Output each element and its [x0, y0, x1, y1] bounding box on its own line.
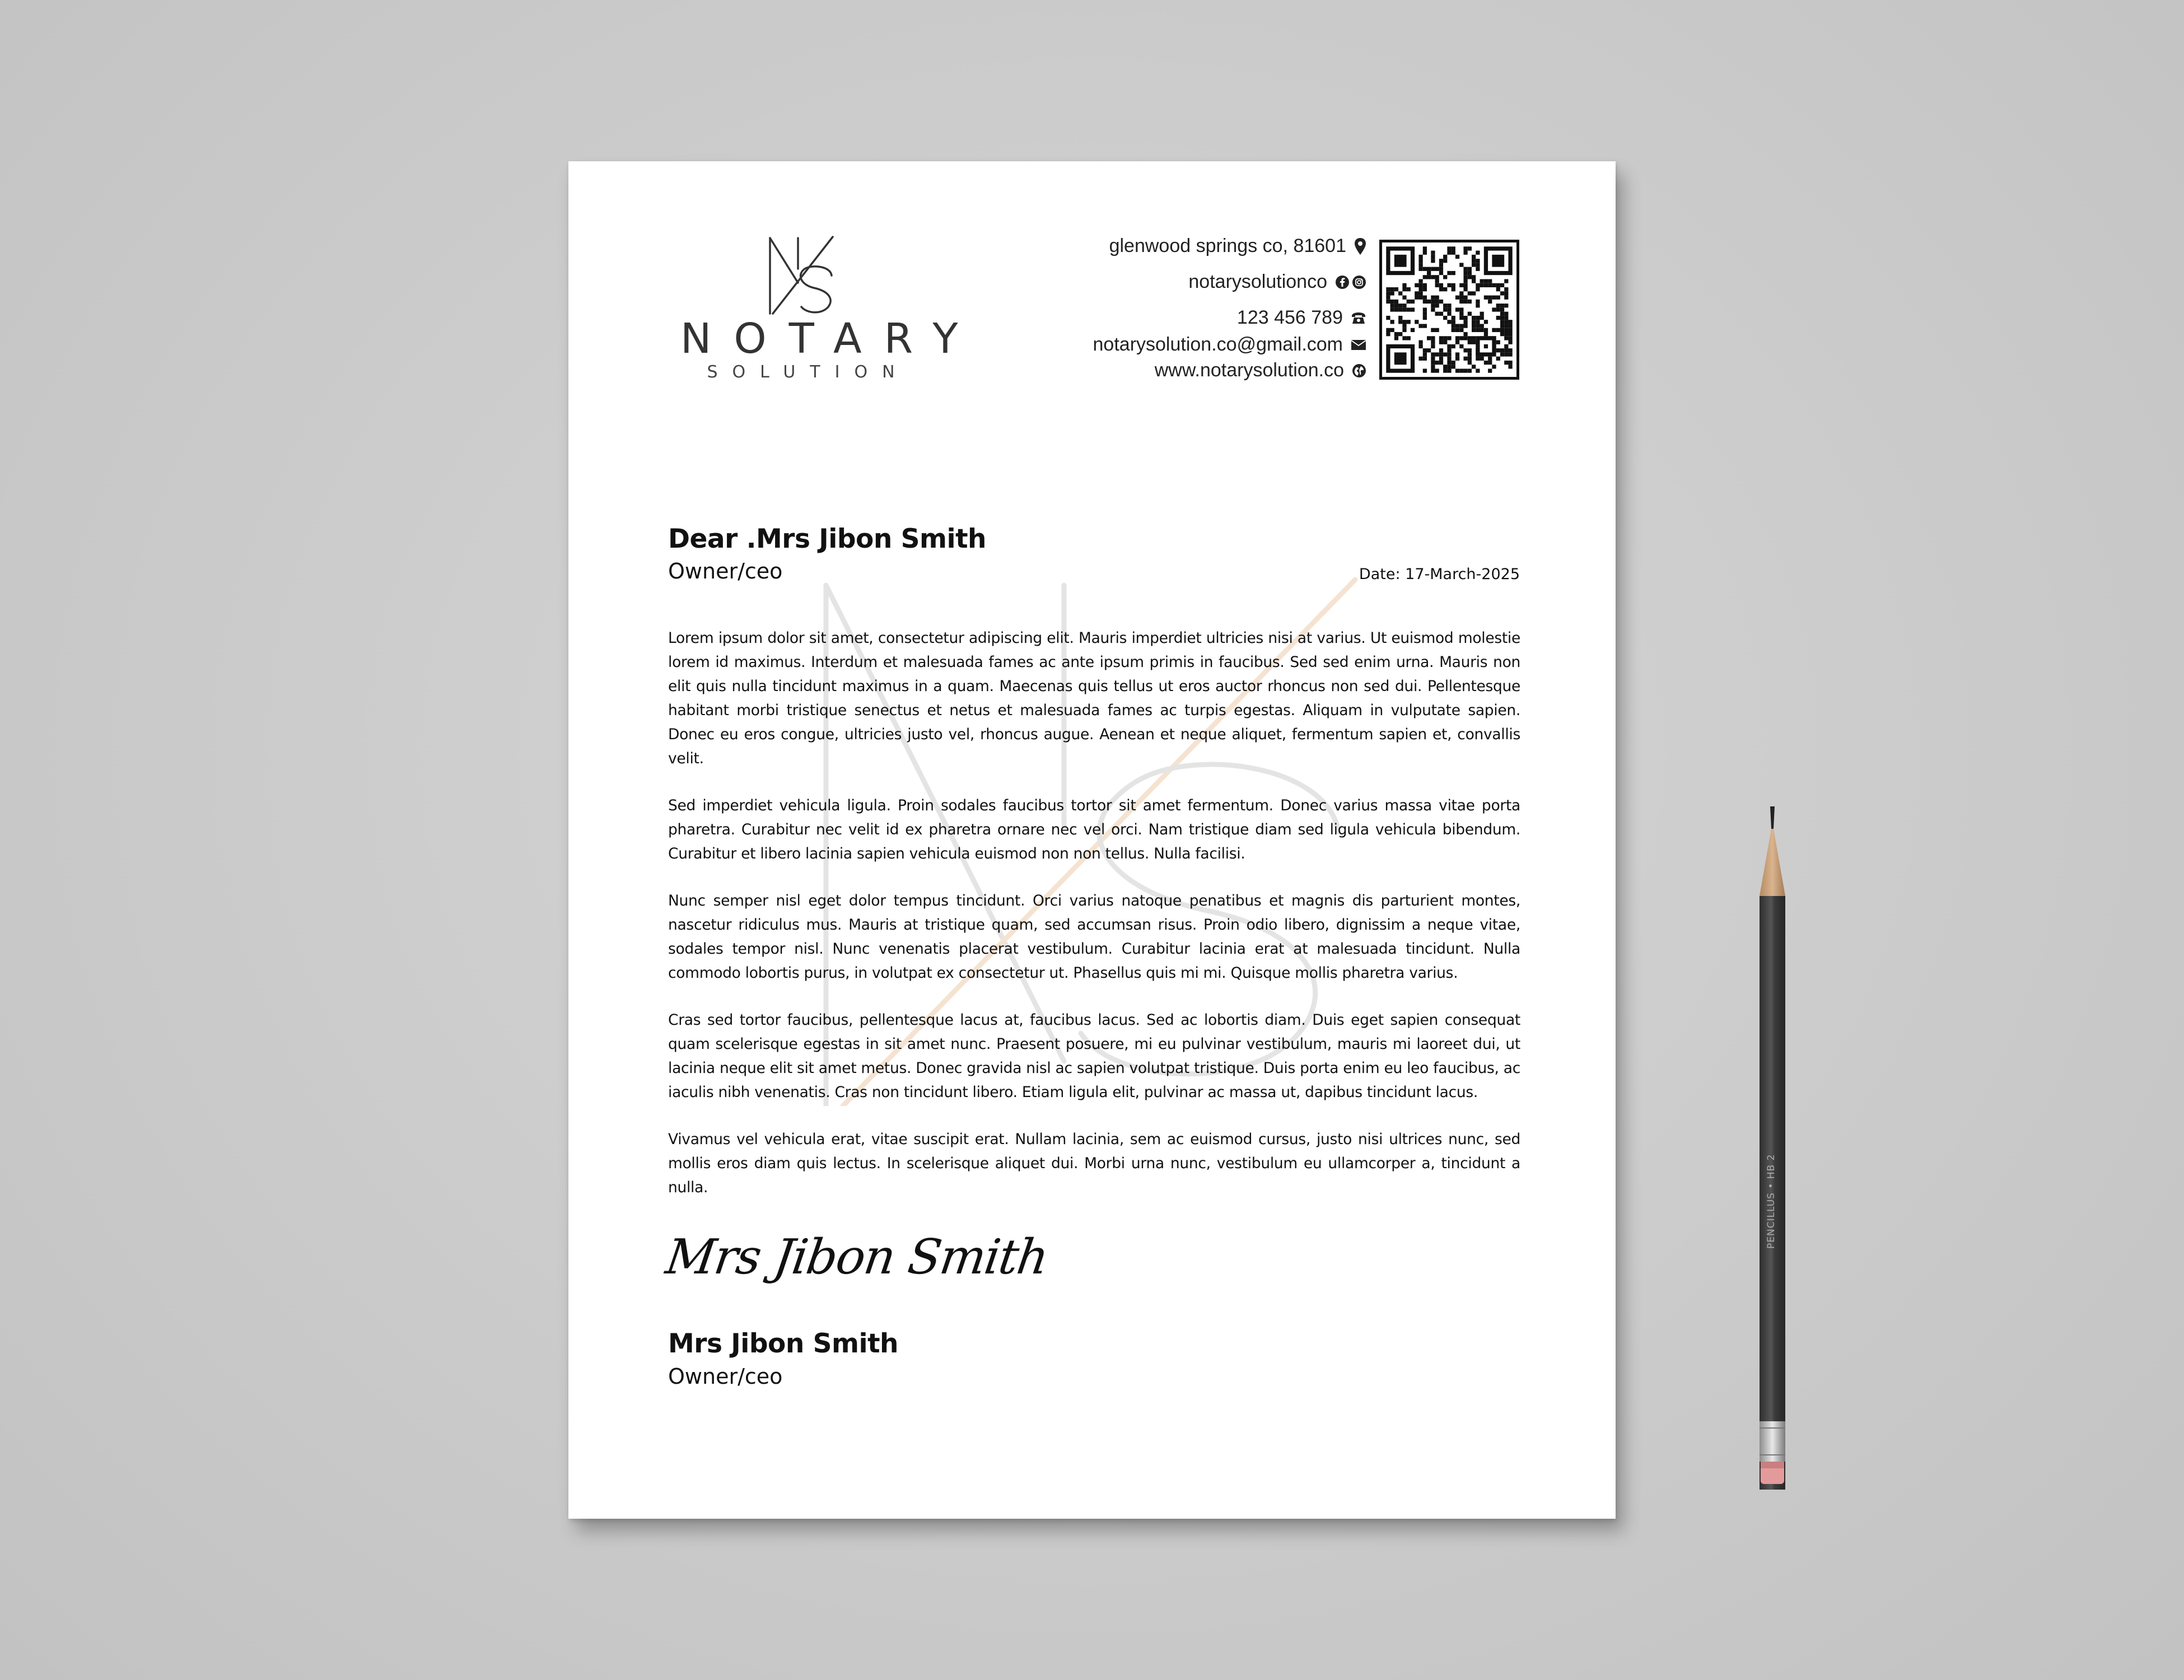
handwritten-signature: Mrs Jibon Smith: [662, 1229, 1052, 1285]
contact-email: [1093, 334, 1366, 356]
signer-name: Mrs Jibon Smith: [668, 1328, 899, 1359]
qr-code[interactable]: [1379, 240, 1519, 380]
letter-body: [668, 626, 1520, 1222]
phone-text[interactable]: 123 456 789: [1236, 307, 1343, 328]
address-text: glenwood springs co, 81601: [1109, 235, 1346, 256]
signer-role: Owner/ceo: [668, 1364, 783, 1389]
contact-phone: [1237, 307, 1366, 329]
body-paragraph: Vivamus vel vehicula erat, vitae suscipit erat. Nullam lacinia, sem ac euismod cursus, justo nisi ultrices nunc, sed mollis eros diam quis lectus. In scelerisque aliquet dui. Morbi urna nunc, vestibulum eu ullamcorper a, tincidunt a nulla.: [668, 1131, 1520, 1196]
salutation: Dear .Mrs Jibon Smith: [668, 524, 987, 554]
social-handle-text[interactable]: notarysolutionco: [1188, 271, 1327, 292]
body-paragraph: Nunc semper nisl eget dolor tempus tincidunt. Orci varius natoque penatibus et magnis dis parturient montes, nascetur ridiculus mus. Mauris at tristique quam, sed accumsan risus. Proin odio libero, dignissim a neque vitae, sodales tempor nisl. Nunc venenatis placerat vestibulum. Curabitur lacinia erat at malesuada tincidunt. Nulla commodo lobortis purus, in volutpat ex consectetur ut. Phasellus quis mi mi. Quisque mollis pharetra varius.: [668, 892, 1520, 982]
globe-icon: [1352, 363, 1366, 378]
instagram-icon: [1352, 275, 1366, 290]
location-pin-icon: [1354, 237, 1366, 255]
contact-website: [1155, 360, 1366, 381]
contact-address: [1109, 235, 1366, 257]
contact-social: [1188, 271, 1366, 293]
body-paragraph: Sed imperdiet vehicula ligula. Proin sodales faucibus tortor sit amet fermentum. Donec varius massa vitae porta pharetra. Curabitur nec velit id ex pharetra ornare nec vel orci. Nam tristique diam sed ligula vehicula bibendum. Curabitur et libero lacinia sapien vehicula euismod non non tellus. Nulla facilisi.: [668, 797, 1520, 862]
phone-icon: [1351, 311, 1366, 325]
letter-date: Date: 17-March-2025: [1359, 566, 1520, 583]
brand-tagline: SOLUTION: [707, 362, 909, 382]
website-text[interactable]: www.notarysolution.co: [1154, 360, 1344, 381]
pencil-prop: [1747, 806, 1798, 1490]
recipient-role: Owner/ceo: [668, 559, 783, 584]
brand-logo: [664, 232, 981, 389]
qr-code-icon: [1382, 242, 1516, 377]
body-paragraph: Cras sed tortor faucibus, pellentesque lacus at, faucibus lacus. Sed ac lobortis diam. Duis eget sapien consequat quam scelerisque egestas in sit amet nunc. Praesent posuere, mi eu pulvinar vestibulum, mauris mi laoreet dui, ut lacinia neque elit sit amet metus. Donec gravida nisl ac sapien volutpat tristique. Duis porta enim eu leo faucibus, ac iaculis nibh venenatis. Cras non tincidunt libero. Etiam ligula elit, pulvinar ac massa ut, dapibus tincidunt lacus.: [668, 1011, 1520, 1101]
body-paragraph: Lorem ipsum dolor sit amet, consectetur adipiscing elit. Mauris imperdiet ultricies nisi at varius. Ut euismod molestie lorem id maximus. Interdum et malesuada fames ac ante ipsum primis in faucibus. Sed sed enim urna. Mauris non elit quis nulla tincidunt maximus in a quam. Maecenas quis tellus ut eros auctor rhoncus non sed dui. Pellentesque habitant morbi tristique senectus et netus et malesuada fames ac turpis egestas. Aliquam in vulputate sapien. Donec eu eros congue, ultricies justo vel, rhoncus augue. Aenean et neque aliquet, fermentum sapien et, convallis velit.: [668, 629, 1520, 767]
ns-monogram-icon: [764, 235, 837, 316]
facebook-icon: [1335, 275, 1350, 290]
email-text[interactable]: notarysolution.co@gmail.com: [1093, 334, 1343, 355]
pencil-brand-label: PENCILLUS • HB 2: [1766, 1154, 1777, 1249]
brand-name: NOTARY: [680, 315, 981, 363]
mail-icon: [1351, 339, 1366, 351]
